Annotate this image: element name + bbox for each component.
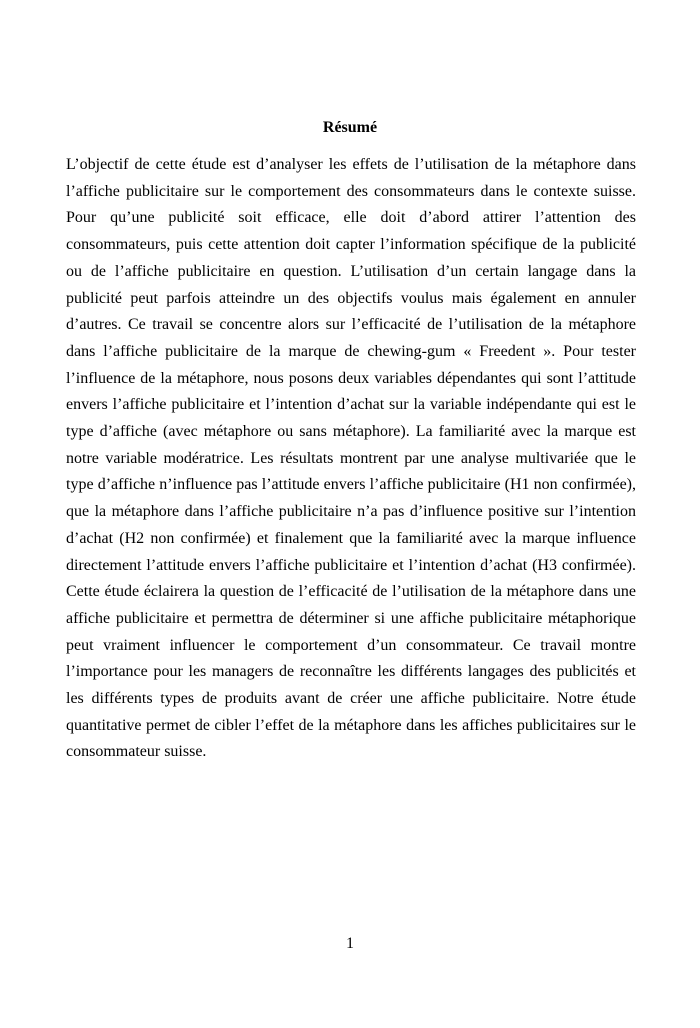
page-title: Résumé (322, 119, 378, 136)
abstract-paragraph: L’objectif de cette étude est d’analyser les effets de l’utilisation de la métaphore dans l’affiche publicitaire sur le comportement des consommateurs dans le contexte suisse. Pour qu’une publicité soit efficace, elle doit d’abord attirer l’attention des consommateurs, puis cette attention doit capter l’information spécifique de la publicité ou de l’affiche publicitaire en question. L’utilisation d’un certain langage dans la publicité peut parfois atteindre un des objectifs voulus mais également en annuler d’autres. Ce travail se concentre alors sur l’efficacité de l’utilisation de la métaphore dans l’affiche publicitaire de la marque de chewing-gum « Freedent ». Pour tester l’influence de la métaphore, nous posons deux variables dépendantes qui sont l’attitude envers l’affiche publicitaire et l’intention d’achat sur la variable indépendante qui est le type d’affiche (avec métaphore ou sans métaphore). La familiarité avec la marque est notre variable modératrice. Les résultats montrent par une analyse multivariée que le type d’affiche n’influence pas l’attitude envers l’affiche publicitaire (H1 non confirmée), que la métaphore dans l’affiche publicitaire n’a pas d’influence positive sur l’intention d’achat (H2 non confirmée) et finalement que la familiarité avec la marque influence directement l’attitude envers l’affiche publicitaire et l’intention d’achat (H3 confirmée). Cette étude éclairera la question de l’efficacité de l’utilisation de la métaphore dans une affiche publicitaire et permettra de déterminer si une affiche publicitaire métaphorique peut vraiment influencer le comportement d’un consommateur. Ce travail montre l’importance pour les managers de reconnaître les différents langages des publicités et les différents types de produits avant de créer une affiche publicitaire. Notre étude quantitative permet de cibler l’effet de la métaphore dans les affiches publicitaires sur le consommateur suisse. (66, 156, 636, 761)
page-number: 1 (346, 935, 354, 952)
